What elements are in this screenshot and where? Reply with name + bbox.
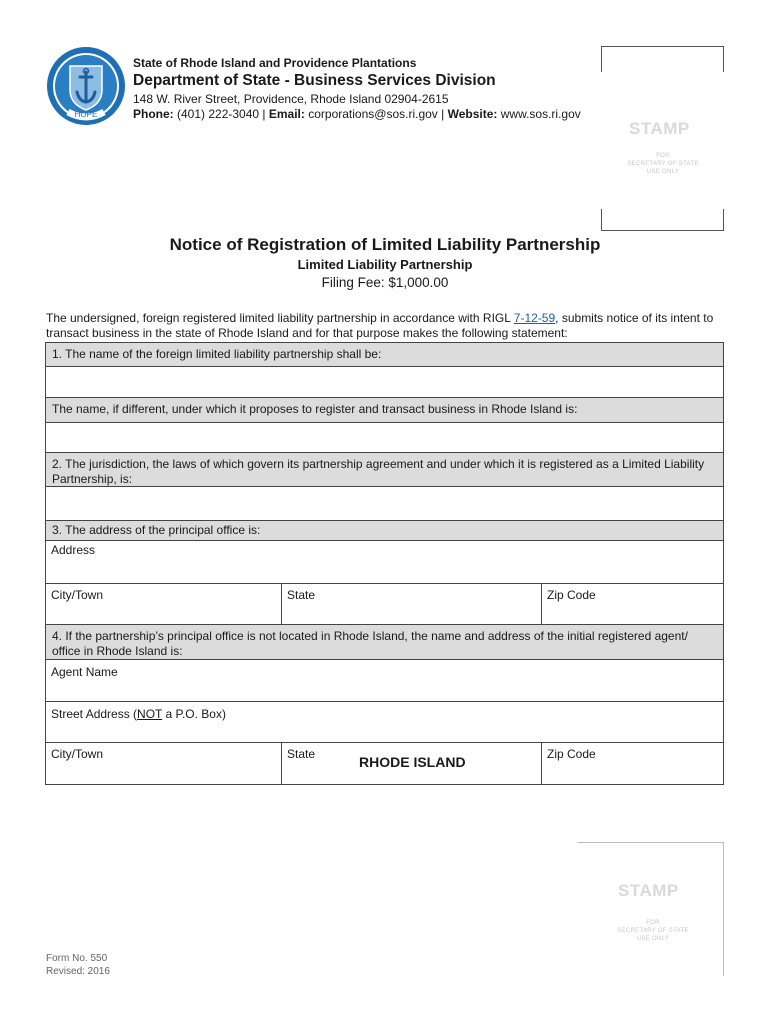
zip-label: Zip Code bbox=[547, 747, 596, 761]
principal-city-field[interactable] bbox=[46, 584, 282, 624]
state-seal-logo bbox=[46, 46, 126, 126]
email-address: corporations@sos.ri.gov bbox=[308, 107, 438, 121]
q3-label: 3. The address of the principal office is: bbox=[45, 521, 724, 541]
email-label: Email: bbox=[268, 107, 305, 121]
stamp-note: FOR SECRETARY OF STATE USE ONLY bbox=[627, 153, 699, 175]
principal-address-field[interactable] bbox=[45, 541, 724, 584]
agent-name-label: Agent Name bbox=[51, 665, 118, 679]
stamp-label: STAMP bbox=[629, 119, 690, 138]
registration-form bbox=[45, 342, 724, 785]
agent-zip-field[interactable] bbox=[542, 743, 723, 784]
stamp-label: STAMP bbox=[618, 881, 679, 900]
intro-paragraph: The undersigned, foreign registered limited liability partnership in accordance with RIGL 7-12-59, submits notice of its intent to transact business in the state of Rhode Island and for that purpose makes the following statement: bbox=[46, 311, 714, 340]
principal-zip-field[interactable] bbox=[542, 584, 723, 624]
department-address: 148 W. River Street, Providence, Rhode Island 02904-2615 bbox=[133, 92, 449, 106]
stamp-note: FOR SECRETARY OF STATE USE ONLY bbox=[617, 920, 689, 942]
svg-text:HOPE: HOPE bbox=[74, 110, 98, 119]
filing-fee: Filing Fee: $1,000.00 bbox=[321, 275, 449, 290]
agent-state-value: RHODE ISLAND bbox=[359, 754, 466, 770]
agent-city-field[interactable] bbox=[46, 743, 282, 784]
ri-name-field[interactable] bbox=[45, 423, 724, 453]
principal-city-state-zip-row bbox=[45, 584, 724, 625]
state-name: State of Rhode Island and Providence Plantations bbox=[133, 56, 417, 70]
stamp-box-bottom bbox=[578, 842, 724, 976]
zip-label: Zip Code bbox=[547, 588, 596, 602]
phone-label: Phone: bbox=[133, 107, 174, 121]
form-title: Notice of Registration of Limited Liability Partnership bbox=[169, 235, 601, 254]
jurisdiction-field[interactable] bbox=[45, 487, 724, 521]
contact-line: Phone: (401) 222-3040 | Email: corporations@sos.ri.gov | Website: www.sos.ri.gov bbox=[133, 107, 581, 121]
q1-label: 1. The name of the foreign limited liability partnership shall be: bbox=[45, 342, 724, 367]
q1b-label: The name, if different, under which it proposes to register and transact business in Rhode Island is: bbox=[45, 398, 724, 423]
stamp-box-top bbox=[601, 46, 724, 231]
form-subtitle: Limited Liability Partnership bbox=[297, 257, 473, 272]
website-url: www.sos.ri.gov bbox=[500, 107, 581, 121]
city-label: City/Town bbox=[51, 747, 104, 761]
department-name: Department of State - Business Services Division bbox=[133, 72, 496, 89]
website-label: Website: bbox=[447, 107, 498, 121]
form-number: Form No. 550 bbox=[46, 953, 108, 964]
city-label: City/Town bbox=[51, 588, 104, 602]
rigl-link[interactable]: 7-12-59 bbox=[513, 311, 556, 325]
state-label: State bbox=[287, 747, 316, 761]
agent-name-field[interactable] bbox=[45, 660, 724, 702]
q4-label: 4. If the partnership’s principal office is not located in Rhode Island, the name and address of the initial registered agent/ office in Rhode Island is: bbox=[45, 625, 724, 660]
revised-date: Revised: 2016 bbox=[46, 966, 110, 977]
llp-name-field[interactable] bbox=[45, 367, 724, 398]
q2-label: 2. The jurisdiction, the laws of which govern its partnership agreement and under which it is registered as a Limited Liability Partnership, is: bbox=[45, 453, 724, 487]
address-label: Address bbox=[51, 543, 96, 557]
principal-state-field[interactable] bbox=[282, 584, 542, 624]
street-address-label: Street Address (NOT a P.O. Box) bbox=[51, 707, 226, 721]
phone-number: (401) 222-3040 bbox=[177, 107, 260, 121]
state-label: State bbox=[287, 588, 316, 602]
agent-street-field[interactable] bbox=[45, 702, 724, 743]
